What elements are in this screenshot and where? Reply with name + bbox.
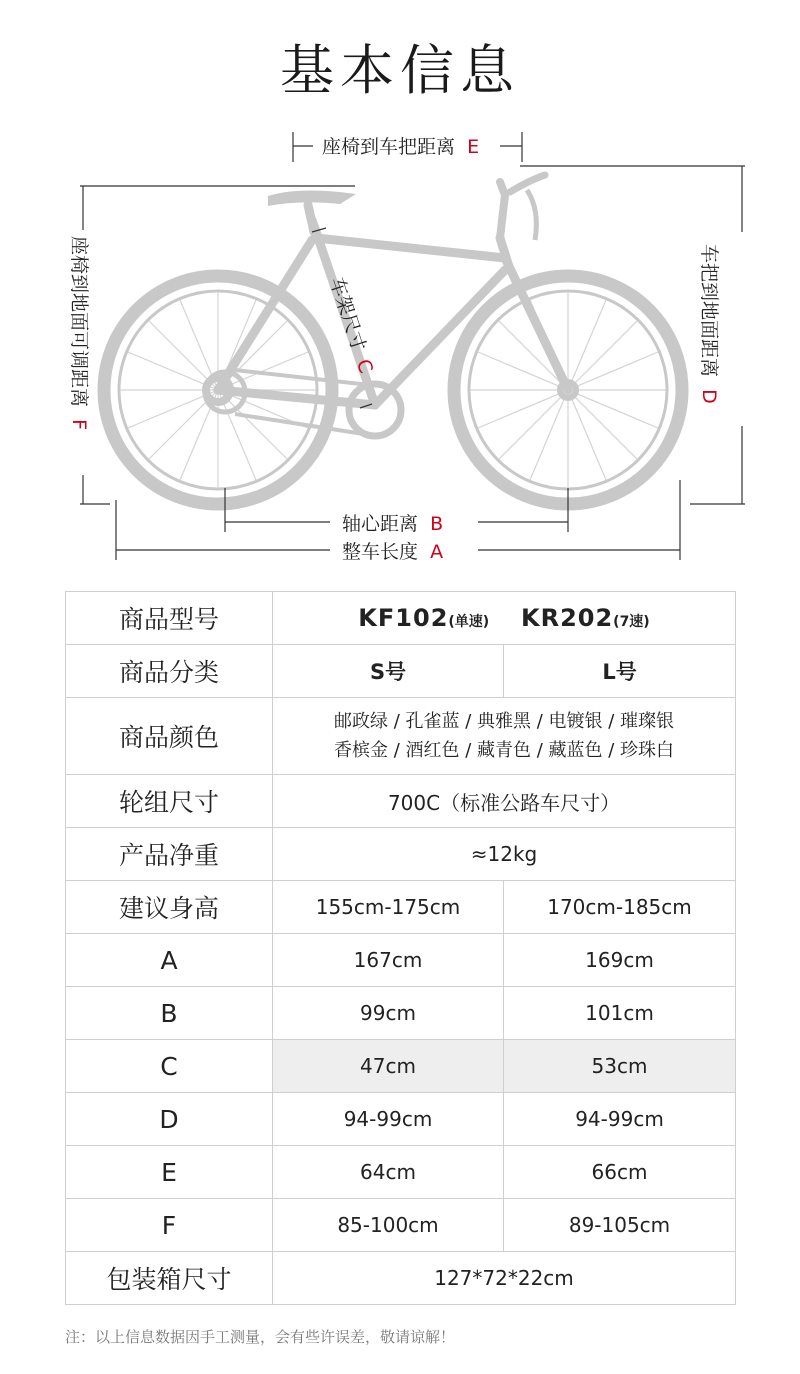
table-row <box>66 1040 736 1093</box>
row-label: 建议身高 <box>66 881 273 934</box>
row-label: 轮组尺寸 <box>66 775 273 828</box>
a-l: 169cm <box>504 934 736 987</box>
height-s: 155cm-175cm <box>273 881 504 934</box>
f-s: 85-100cm <box>273 1199 504 1252</box>
model-1-note: (单速) <box>448 614 490 630</box>
color-line-1: 邮政绿 / 孔雀蓝 / 典雅黑 / 电镀银 / 璀璨银 <box>333 711 675 732</box>
row-label: F <box>66 1199 273 1252</box>
row-label: D <box>66 1093 273 1146</box>
size-l: L号 <box>504 645 736 698</box>
row-label: 商品颜色 <box>66 698 273 775</box>
label-wheelbase: 轴心距离 B <box>342 513 444 535</box>
table-row <box>66 828 736 881</box>
table-row <box>66 1093 736 1146</box>
a-s: 167cm <box>273 934 504 987</box>
size-s: S号 <box>273 645 504 698</box>
color-options <box>273 698 736 775</box>
box-value: 127*72*22cm <box>273 1252 736 1305</box>
table-row <box>66 775 736 828</box>
d-l: 94-99cm <box>504 1093 736 1146</box>
label-seat-to-ground: 座椅到地面可调距离 F <box>68 236 90 430</box>
b-l: 101cm <box>504 987 736 1040</box>
wheel-value: 700C（标准公路车尺寸） <box>273 775 736 828</box>
row-label: C <box>66 1040 273 1093</box>
bike-size-diagram <box>0 120 800 580</box>
disclaimer-note: 注：以上信息数据因手工测量，会有些许误差，敬请谅解！ <box>65 1328 456 1346</box>
table-row <box>66 1146 736 1199</box>
weight-value: ≈12kg <box>273 828 736 881</box>
label-total-length: 整车长度 A <box>342 541 444 563</box>
table-row <box>66 592 736 645</box>
f-l: 89-105cm <box>504 1199 736 1252</box>
spec-table <box>65 591 736 1305</box>
row-label: E <box>66 1146 273 1199</box>
label-seat-to-handlebar: 座椅到车把距离 E <box>322 136 480 158</box>
e-l: 66cm <box>504 1146 736 1199</box>
table-row <box>66 987 736 1040</box>
b-s: 99cm <box>273 987 504 1040</box>
label-handlebar-to-ground: 车把到地面距离 D <box>698 244 720 404</box>
row-label: 产品净重 <box>66 828 273 881</box>
height-l: 170cm-185cm <box>504 881 736 934</box>
row-label: 包装箱尺寸 <box>66 1252 273 1305</box>
model-2: KR202 <box>520 604 614 632</box>
label-frame-size: 车架尺寸 C <box>325 274 377 377</box>
d-s: 94-99cm <box>273 1093 504 1146</box>
table-row <box>66 1252 736 1305</box>
model-2-note: (7速) <box>613 614 650 630</box>
c-s: 47cm <box>273 1040 504 1093</box>
model-value <box>273 592 736 645</box>
table-row <box>66 645 736 698</box>
table-row <box>66 698 736 775</box>
row-label: B <box>66 987 273 1040</box>
table-row <box>66 1199 736 1252</box>
table-row <box>66 934 736 987</box>
model-1: KF102 <box>358 604 449 632</box>
row-label: A <box>66 934 273 987</box>
e-s: 64cm <box>273 1146 504 1199</box>
row-label: 商品型号 <box>66 592 273 645</box>
table-row <box>66 881 736 934</box>
page-title: 基本信息 <box>280 39 520 102</box>
row-label: 商品分类 <box>66 645 273 698</box>
color-line-2: 香槟金 / 酒红色 / 藏青色 / 藏蓝色 / 珍珠白 <box>333 740 675 761</box>
bicycle-illustration <box>104 175 682 504</box>
c-l: 53cm <box>504 1040 736 1093</box>
